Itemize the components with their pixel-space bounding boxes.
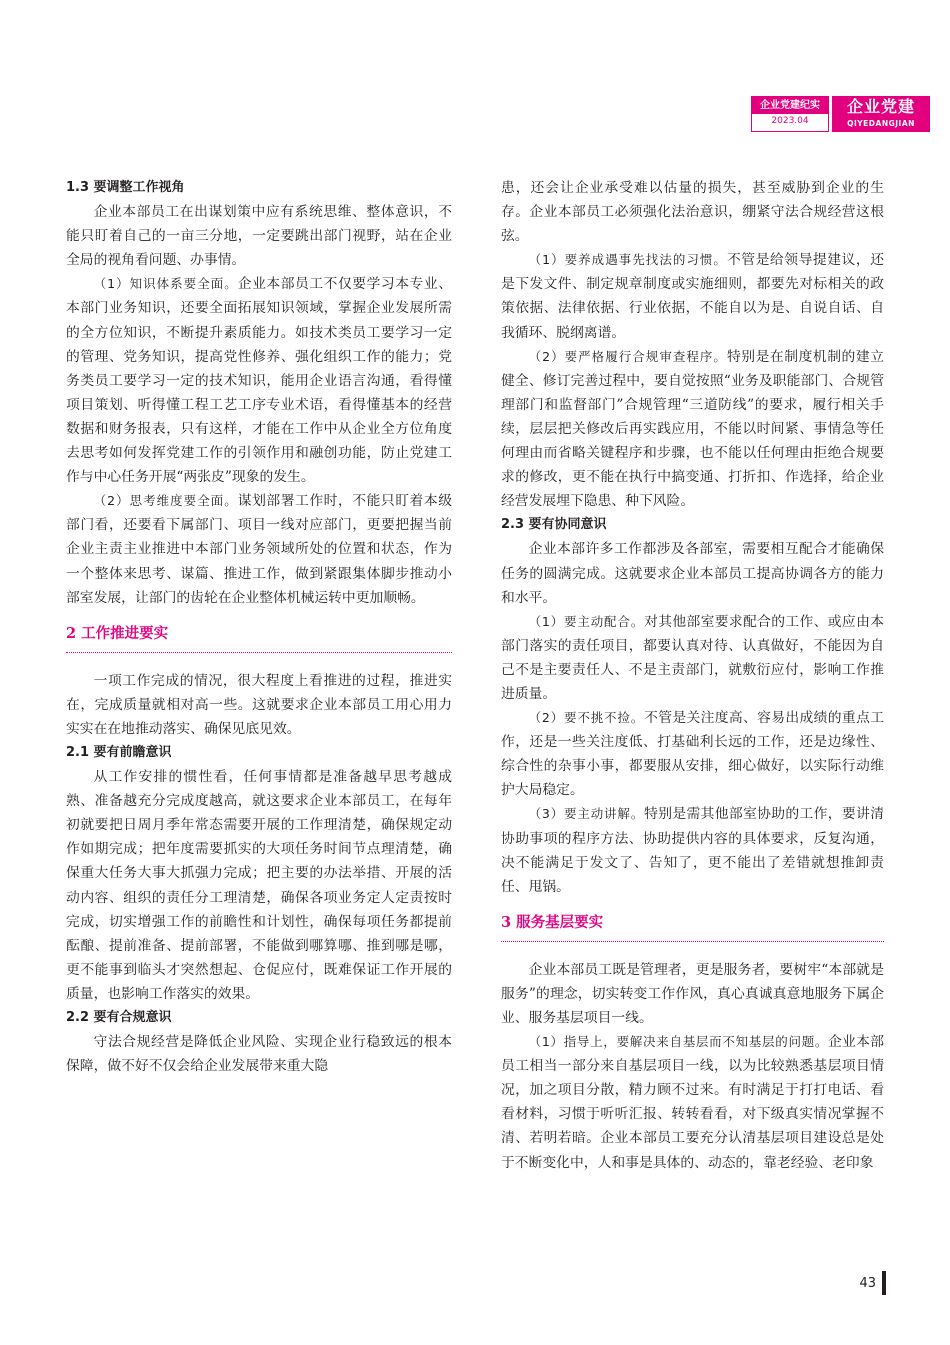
magazine-title: 企业党建 — [846, 97, 915, 116]
paragraph: 守法合规经营是降低企业风险、实现企业行稳致远的根本保障，做不好不仅会给企业发展带来重大隐 — [66, 1034, 452, 1075]
subsection-heading: 2.1 要有前瞻意识 — [66, 744, 172, 760]
page-number-bar — [882, 1271, 886, 1295]
paragraph-text: 不管是给领导提建议，还是下发文件、制定规章制度或实施细则，都要先对标相关的政策依据、法律依据、行业依据，不能自以为是、自说自话、自我循环、脱纲离谱。 — [501, 252, 884, 341]
subsection-heading: 2.3 要有协同意识 — [501, 517, 607, 533]
paragraph-text: 特别是在制度机制的建立健全、修订完善过程中，要自觉按照“业务及职能部门、合规管理部门和监督部门”合规管理“三道防线”的要求，履行相关手续，层层把关修改后再实践应用，不能以时间紧、事情急等任何理由而省略关键程序和步骤，也不能以任何理由拒绝合规要求的修改，更不能在执行中搞变通、打折扣、作选择，给企业经营发展埋下隐患、种下风险。 — [501, 348, 884, 510]
paragraph-keyword: （1）知识体系要全面。 — [93, 276, 238, 292]
subsection-heading: 1.3 要调整工作视角 — [66, 180, 185, 195]
paragraph — [501, 706, 884, 802]
paragraph-keyword: （2）要严格履行合规审查程序。 — [528, 348, 727, 364]
paragraph — [501, 610, 884, 706]
paragraph — [501, 345, 884, 514]
column-badge — [751, 96, 829, 132]
magazine-badge — [832, 96, 930, 132]
issue-date: 2023.04 — [771, 116, 809, 126]
paragraph-text: 谋划部署工作时，不能只盯着本级部门看，还要看下属部门、项目一线对应部门，更要把握当前企业主责主业推进中本部门业务领域所处的位置和状态，作为一个整体来思考、谋篇、推进工作，做到紧跟集体脚步推动小部室发展，让部门的齿轮在企业整体机械运转中更加顺畅。 — [66, 493, 452, 606]
page-number — [859, 1271, 886, 1295]
section-heading: 2 工作推进要实 — [66, 610, 452, 653]
column-title: 企业党建纪实 — [752, 97, 828, 114]
paragraph-keyword: （2）要不挑不捡。 — [528, 710, 645, 726]
paragraph-text: 对其他部室要求配合的工作、或应由本部门落实的责任项目，都要认真对待、认真做好，不能因为自己不是主要责任人、不是主责部门，就敷衍应付，影响工作推进质量。 — [501, 613, 884, 702]
journal-header — [751, 96, 930, 132]
paragraph — [501, 1030, 884, 1175]
paragraph — [501, 802, 884, 898]
paragraph: 企业本部员工在出谋划策中应有系统思维、整体意识，不能只盯着自己的一亩三分地，一定要跳出部门视野，站在企业全局的视角看问题、办事情。 — [66, 204, 452, 269]
paragraph-text: 不管是关注度高、容易出成绩的重点工作，还是一些关注度低、打基础利长远的工作，还是边缘性、综合性的杂事小事，都要服从安排，细心做好，以实际行动维护大局稳定。 — [501, 710, 884, 799]
paragraph-keyword: （1）指导上，要解决来自基层而不知基层的问题。 — [528, 1034, 829, 1050]
paragraph — [501, 248, 884, 344]
left-column — [66, 176, 452, 1078]
paragraph: 企业本部员工既是管理者，更是服务者，要树牢“本部就是服务”的理念，切实转变工作作风，真心真诚真意地服务下属企业、服务基层项目一线。 — [501, 961, 884, 1026]
section-heading: 3 服务基层要实 — [501, 899, 884, 942]
magazine-pinyin: QIYEDANGJIAN — [847, 119, 915, 128]
paragraph-text: 特别是需其他部室协助的工作，要讲清协助事项的程序方法、协助提供内容的具体要求，反复沟通，决不能满足于发文了、告知了，更不能出了差错就想推卸责任、甩锅。 — [501, 806, 884, 895]
page-number-text: 43 — [859, 1275, 876, 1291]
paragraph: 企业本部许多工作都涉及各部室，需要相互配合才能确保任务的圆满完成。这就要求企业本部员工提高协调各方的能力和水平。 — [501, 541, 884, 606]
paragraph: 一项工作完成的情况，很大程度上看推进的过程，推进实在，完成质量就相对高一些。这就要求企业本部员工用心用力实实在在地推动落实、确保见底见效。 — [66, 672, 452, 737]
right-column — [501, 176, 884, 1175]
paragraph — [66, 489, 452, 609]
paragraph-text: 企业本部员工相当一部分来自基层项目一线，以为比较熟悉基层项目情况，加之项目分散，精力顾不过来。有时满足于打打电话、看看材料，习惯于听听汇报、转转看看，对下级真实情况掌握不清、若明若暗。企业本部员工要充分认清基层项目建设总是处于不断变化中，人和事是具体的、动态的，靠老经验、老印象 — [501, 1034, 884, 1171]
paragraph — [66, 272, 452, 489]
paragraph-text: 企业本部员工不仅要学习本专业、本部门业务知识，还要全面拓展知识领域，掌握企业发展所需的全方位知识，不断提升素质能力。如技术类员工要学习一定的管理、党务知识，提高党性修养、强化组织工作的能力；党务类员工要学习一定的技术知识，能用企业语言沟通，看得懂项目策划、听得懂工程工艺工序专业术语，看得懂基本的经营数据和财务报表，只有这样，才能在工作中从企业全方位角度去思考如何发挥党建工作的引领作用和融创功能，防止党建工作与中心任务开展“两张皮”现象的发生。 — [66, 276, 452, 486]
paragraph-keyword: （1）要主动配合。 — [528, 613, 645, 629]
paragraph-keyword: （2）思考维度要全面。 — [93, 493, 238, 509]
paragraph-keyword: （3）要主动讲解。 — [528, 806, 645, 822]
paragraph-keyword: （1）要养成遇事先找法的习惯。 — [528, 252, 727, 268]
paragraph: 患，还会让企业承受难以估量的损失，甚至威胁到企业的生存。企业本部员工必须强化法治意识，绷紧守法合规经营这根弦。 — [501, 180, 884, 245]
subsection-heading: 2.2 要有合规意识 — [66, 1010, 172, 1025]
paragraph: 从工作安排的惯性看，任何事情都是准备越早思考越成熟、准备越充分完成度越高，就这要求企业本部员工，在每年初就要把日周月季年常态需要开展的工作理清楚，确保规定动作如期完成；把年度需要抓实的大项任务时间节点理清楚，确保重大任务大事大抓强力完成；把主要的办法举措、开展的活动内容、组织的责任分工理清楚，确保各项业务定人定责按时完成，切实增强工作的前瞻性和计划性，确保每项任务都提前酝酿、提前准备、提前部署，不能做到哪算哪、推到哪是哪，更不能事到临头才突然想起、仓促应付，既难保证工作开展的质量，也影响工作落实的效果。 — [66, 769, 452, 1002]
